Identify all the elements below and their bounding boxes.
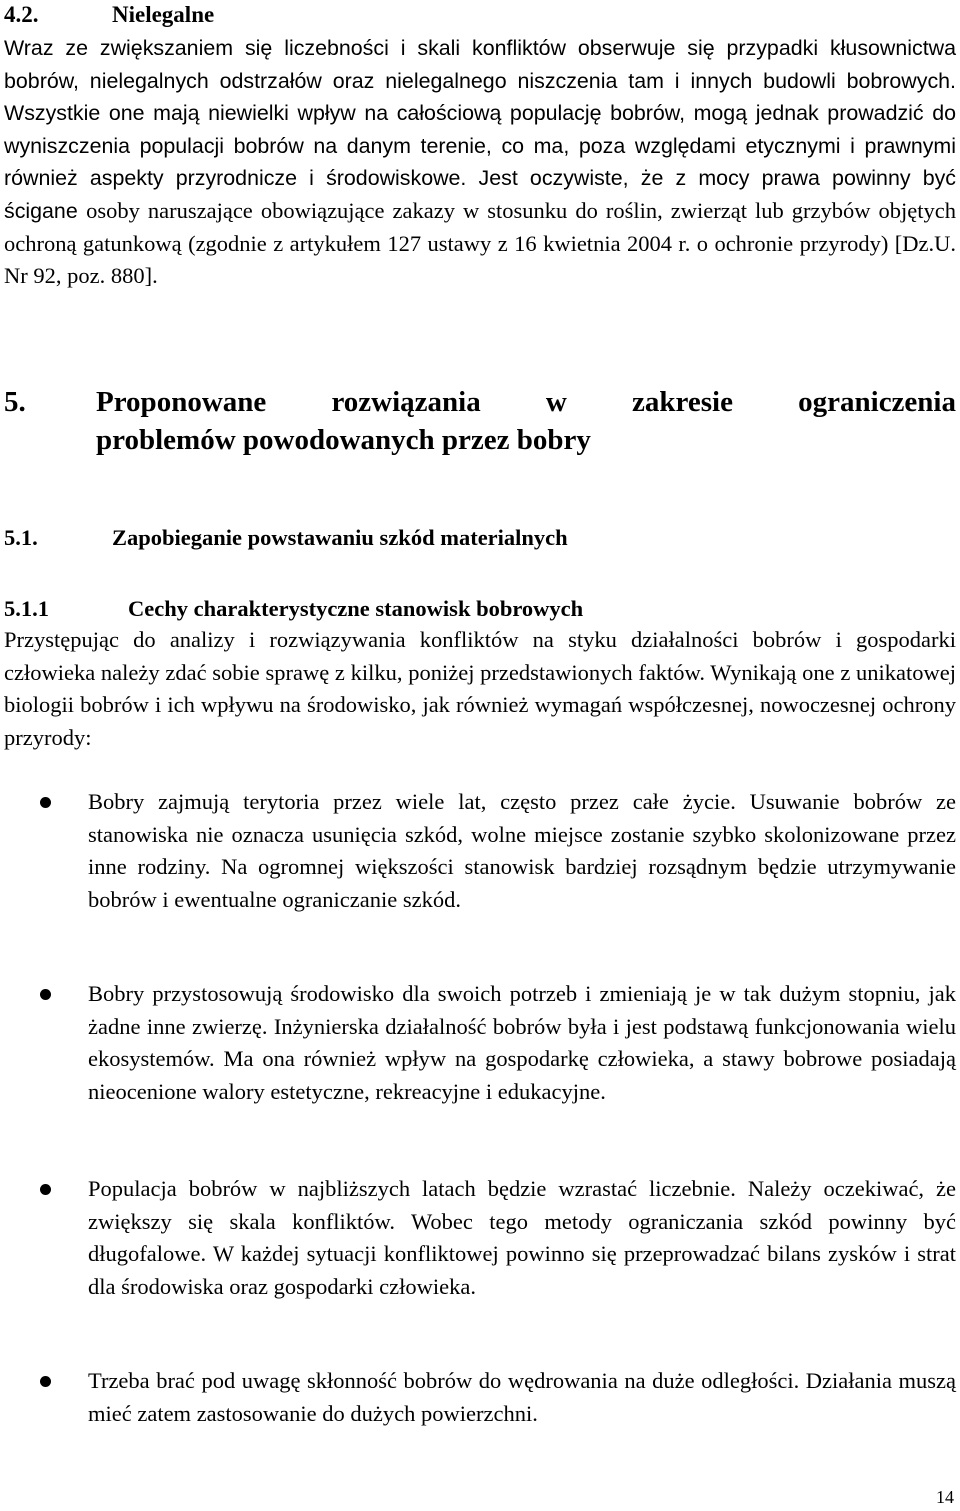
section-5-1-heading: [4, 523, 568, 553]
bullet-icon: [40, 989, 51, 1000]
section-title-line-1: Proponowane rozwiązania w zakresie ograniczenia: [96, 386, 956, 418]
section-title: Zapobieganie powstawaniu szkód materialnych: [112, 525, 568, 550]
bullet-icon: [40, 797, 51, 808]
section-5-1-1-paragraph: Przystępując do analizy i rozwiązywania konfliktów na styku działalności bobrów i gospodarki człowieka należy zdać sobie sprawę z kilku, poniżej przedstawionych faktów. Wynikają one z unikatowej biologii bobrów i ich wpływu na środowisko, jak również wymagań współczesnej, nowoczesnej ochrony przyrody:: [4, 627, 956, 750]
section-number: 5.: [4, 386, 26, 418]
section-4-2-paragraph: [4, 32, 956, 293]
bullet-icon: [40, 1376, 51, 1387]
section-5-1-1-heading: [4, 594, 583, 624]
page-number: 14: [936, 1487, 954, 1507]
section-title: Nielegalne: [112, 2, 215, 27]
section-4-2-heading: [4, 0, 214, 30]
bullet-item: Bobry zajmują terytoria przez wiele lat, często przez całe życie. Usuwanie bobrów ze stanowiska nie oznacza usunięcia szkód, wolne miejsce zostanie szybko skolonizowane przez inne rodziny. Na ogromnej większości stanowisk bardziej rozsądnym będzie utrzymywanie bobrów i ewentualne ograniczanie szkód.: [88, 789, 956, 912]
section-number: 4.2.: [4, 2, 39, 27]
paragraph-serif-part: osoby naruszające obowiązujące zakazy w stosunku do roślin, zwierząt lub grzybów objętych ochroną gatunkową (zgodnie z artykułem 127 ustawy z 16 kwietnia 2004 r. o ochronie przyrody) [Dz.U. Nr 92, poz. 880].: [4, 197, 956, 289]
bullet-icon: [40, 1184, 51, 1195]
section-number: 5.1.: [4, 525, 38, 550]
section-number: 5.1.1: [4, 596, 49, 621]
bullet-item: Populacja bobrów w najbliższych latach będzie wzrastać liczebnie. Należy oczekiwać, że zwiększy się skala konfliktów. Wobec tego metody ograniczania szkód powinny być długofalowe. W każdej sytuacji konfliktowej powinno się przeprowadzać bilans zysków i strat dla środowiska oraz gospodarki człowieka.: [88, 1176, 956, 1299]
bullet-item: Bobry przystosowują środowisko dla swoich potrzeb i zmieniają je w tak dużym stopniu, jak żadne inne zwierzę. Inżynierska działalność bobrów była i jest podstawą funkcjonowania wielu ekosystemów. Ma ona również wpływ na gospodarkę człowieka, a stawy bobrowe posiadają nieocenione walory estetyczne, rekreacyjne i edukacyjne.: [88, 981, 956, 1104]
section-title-line-2: problemów powodowanych przez bobry: [96, 424, 591, 456]
section-title: Cechy charakterystyczne stanowisk bobrowych: [128, 596, 584, 621]
paragraph-sans-part: Wraz ze zwiększaniem się liczebności i skali konfliktów obserwuje się przypadki kłusownictwa bobrów, nielegalnych odstrzałów oraz nielegalnego niszczenia tam i innych budowli bobrowych. Wszystkie one mają niewielki wpływ na całościową populację bobrów, mogą jednak prowadzić do wyniszczenia populacji bobrów na danym terenie, co ma, poza względami etycznymi i prawnymi również aspekty przyrodnicze i środowiskowe. Jest oczywiste, że z mocy prawa powinny być ścigane: [4, 36, 956, 223]
bullet-item: Trzeba brać pod uwagę skłonność bobrów do wędrowania na duże odległości. Działania muszą mieć zatem zastosowanie do dużych powierzchni.: [88, 1368, 956, 1426]
